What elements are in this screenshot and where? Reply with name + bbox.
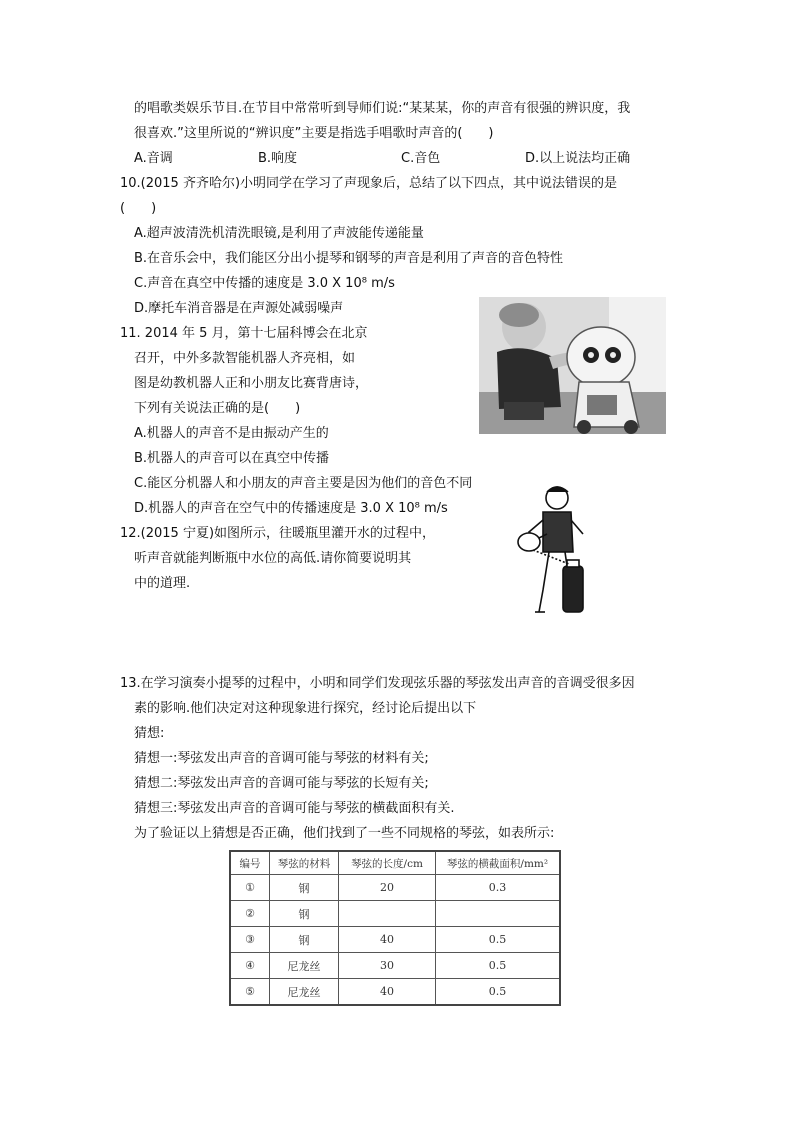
- cell-cross-section: 0.5: [436, 927, 561, 953]
- q12-line-2: 听声音就能判断瓶中水位的高低.请你简要说明其: [134, 551, 412, 566]
- q13-line-7: 为了验证以上猜想是否正确，他们找到了一些不同规格的琴弦，如表所示:: [134, 826, 555, 841]
- thermos-pouring-illustration: [513, 480, 595, 620]
- q10-stem-1: 10.(2015 齐齐哈尔)小明同学在学习了声现象后，总结了以下四点，其中说法错误的是: [120, 176, 618, 191]
- cell-number: ③: [230, 927, 270, 953]
- cell-number: ④: [230, 953, 270, 979]
- cell-cross-section: 0.5: [436, 979, 561, 1006]
- q9-line-2: 很喜欢.”这里所说的“辨识度”主要是指选手唱歌时声音的( ): [134, 126, 494, 141]
- q13-line-2: 素的影响.他们决定对这种现象进行探究，经讨论后提出以下: [134, 701, 477, 716]
- q9-option-b: B.响度: [258, 151, 298, 166]
- cell-number: ①: [230, 875, 270, 901]
- q10-option-b: B.在音乐会中，我们能区分出小提琴和钢琴的声音是利用了声音的音色特性: [134, 251, 564, 266]
- cell-material: 尼龙丝: [270, 979, 339, 1006]
- cell-length: [339, 901, 436, 927]
- q13-hypothesis-2: 猜想二:琴弦发出声音的音调可能与琴弦的长短有关;: [134, 776, 429, 791]
- q11-option-b: B.机器人的声音可以在真空中传播: [134, 451, 330, 466]
- cell-cross-section: 0.5: [436, 953, 561, 979]
- header-number: 编号: [230, 851, 270, 875]
- q10-stem-2: ( ): [120, 201, 157, 216]
- table-row: [230, 979, 560, 1006]
- q10-option-a: A.超声波清洗机清洗眼镜,是利用了声波能传递能量: [134, 226, 424, 241]
- cell-material: 钢: [270, 875, 339, 901]
- cell-number: ⑤: [230, 979, 270, 1006]
- table-row: [230, 875, 560, 901]
- table-row: [230, 901, 560, 927]
- cell-length: 20: [339, 875, 436, 901]
- header-material: 琴弦的材料: [270, 851, 339, 875]
- q9-line-1: 的唱歌类娱乐节目.在节目中常常听到导师们说:“某某某，你的声音有很强的辨识度，我: [134, 101, 631, 116]
- q11-option-c: C.能区分机器人和小朋友的声音主要是因为他们的音色不同: [134, 476, 473, 491]
- q11-stem-3: 图是幼教机器人正和小朋友比赛背唐诗，: [134, 376, 369, 391]
- q13-hypothesis-1: 猜想一:琴弦发出声音的音调可能与琴弦的材料有关;: [134, 751, 429, 766]
- cell-length: 40: [339, 979, 436, 1006]
- table-row: [230, 953, 560, 979]
- cell-cross-section: [436, 901, 561, 927]
- robot-child-photo: [479, 297, 666, 434]
- q9-option-c: C.音色: [401, 151, 441, 166]
- q13-hypothesis-3: 猜想三:琴弦发出声音的音调可能与琴弦的横截面积有关.: [134, 801, 455, 816]
- table-header-row: [230, 851, 560, 875]
- q9-option-a: A.音调: [134, 151, 173, 166]
- q13-line-1: 13.在学习演奏小提琴的过程中，小明和同学们发现弦乐器的琴弦发出声音的音调受很多因: [120, 676, 635, 691]
- q11-stem-4: 下列有关说法正确的是( ): [134, 401, 301, 416]
- q11-option-a: A.机器人的声音不是由振动产生的: [134, 426, 329, 441]
- q12-line-1: 12.(2015 宁夏)如图所示，往暖瓶里灌开水的过程中，: [120, 526, 436, 541]
- q10-option-d: D.摩托车消音器是在声源处减弱噪声: [134, 301, 344, 316]
- cell-length: 30: [339, 953, 436, 979]
- cell-material: 尼龙丝: [270, 953, 339, 979]
- q11-option-d: D.机器人的声音在空气中的传播速度是 3.0 X 10⁸ m/s: [134, 501, 448, 516]
- q11-stem-2: 召开，中外多款智能机器人齐亮相，如: [134, 351, 356, 366]
- q13-line-3: 猜想:: [134, 726, 165, 741]
- string-spec-table: [229, 850, 561, 1006]
- q9-option-d: D.以上说法均正确: [525, 151, 631, 166]
- table-row: [230, 927, 560, 953]
- cell-cross-section: 0.3: [436, 875, 561, 901]
- q10-option-c: C.声音在真空中传播的速度是 3.0 X 10⁸ m/s: [134, 276, 395, 291]
- cell-material: 钢: [270, 927, 339, 953]
- cell-length: 40: [339, 927, 436, 953]
- header-length: 琴弦的长度/cm: [339, 851, 436, 875]
- header-cross-section: 琴弦的横截面积/mm²: [436, 851, 561, 875]
- q12-line-3: 中的道理.: [134, 576, 191, 591]
- cell-number: ②: [230, 901, 270, 927]
- q11-stem-1: 11. 2014 年 5 月，第十七届科博会在北京: [120, 326, 368, 341]
- cell-material: 钢: [270, 901, 339, 927]
